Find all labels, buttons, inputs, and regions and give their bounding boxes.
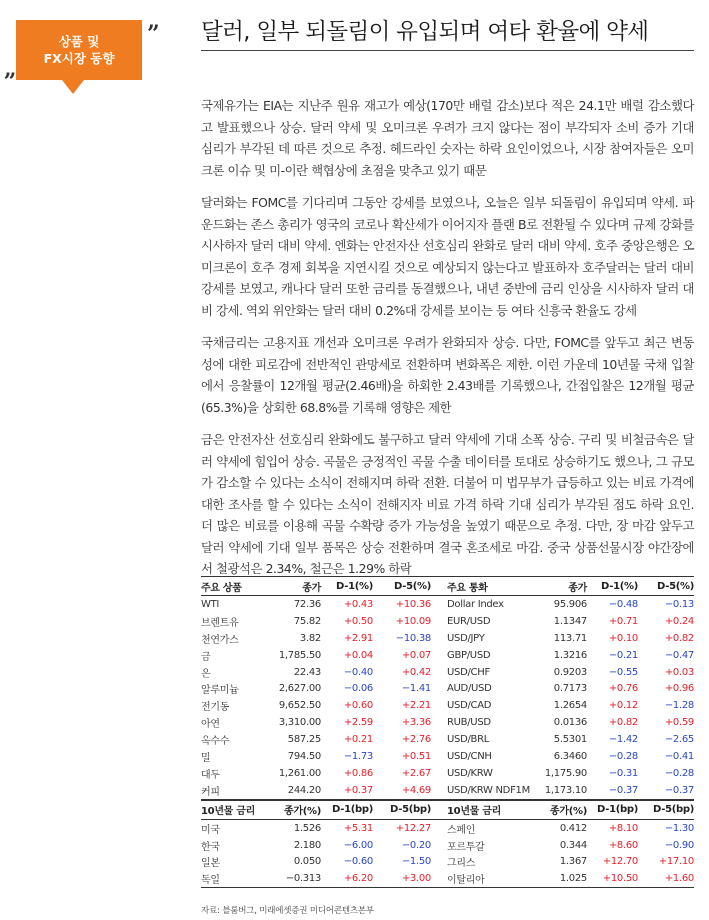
value-cell: −0.13 bbox=[664, 598, 694, 610]
row-label-cell: 커피 bbox=[201, 782, 263, 799]
value-cell: 1.367 bbox=[559, 856, 587, 868]
value-cell: +0.82 bbox=[608, 717, 638, 729]
value-cell: −0.47 bbox=[664, 649, 694, 661]
value-cell: −0.41 bbox=[664, 750, 694, 762]
value-cell: +3.00 bbox=[373, 870, 435, 887]
table-row bbox=[201, 714, 694, 731]
value-cell: −0.37 bbox=[638, 782, 694, 799]
value-cell: 1,261.00 bbox=[278, 767, 321, 779]
value-cell: 1,785.50 bbox=[278, 649, 321, 661]
header-cell: 10년물 금리 bbox=[201, 800, 263, 819]
row-label-cell: Dollar Index bbox=[447, 598, 504, 610]
table-row bbox=[201, 731, 694, 748]
value-cell: 9,652.50 bbox=[278, 700, 321, 712]
value-cell: 0.050 bbox=[293, 856, 321, 868]
source-note: 자료: 블룸버그, 미래에셋증권 미디어콘텐츠본부 bbox=[201, 906, 374, 916]
header-cell: D-1(bp) bbox=[587, 800, 638, 819]
value-cell: +0.12 bbox=[608, 700, 638, 712]
value-cell: −0.31 bbox=[608, 767, 638, 779]
header-cell: D-5(%) bbox=[638, 577, 694, 596]
value-cell: −0.90 bbox=[664, 839, 694, 851]
row-label-cell: 그리스 bbox=[447, 858, 476, 870]
table-row bbox=[201, 870, 694, 887]
value-cell: −10.38 bbox=[395, 632, 431, 644]
table-header-row bbox=[201, 577, 694, 596]
table-row bbox=[201, 664, 694, 681]
bond-yield-table bbox=[201, 800, 694, 889]
table-row bbox=[201, 748, 694, 765]
row-label-cell: USD/KRW NDF1M bbox=[435, 782, 535, 799]
table-header-row bbox=[201, 800, 694, 819]
value-cell: −0.21 bbox=[608, 649, 638, 661]
value-cell: −0.28 bbox=[608, 750, 638, 762]
value-cell: 1.526 bbox=[293, 822, 321, 834]
row-label-cell: AUD/USD bbox=[447, 683, 492, 695]
value-cell: 3.82 bbox=[299, 632, 321, 644]
table-row bbox=[201, 613, 694, 630]
value-cell: 1,173.10 bbox=[535, 782, 587, 799]
row-label-cell: 은 bbox=[201, 668, 211, 680]
row-label-cell: 대두 bbox=[201, 769, 220, 781]
row-label-cell: USD/CAD bbox=[447, 700, 492, 712]
row-label-cell: RUB/USD bbox=[447, 717, 491, 729]
value-cell: +0.96 bbox=[664, 683, 694, 695]
table-row bbox=[201, 596, 694, 613]
value-cell: +0.03 bbox=[664, 666, 694, 678]
row-label-cell: USD/KRW bbox=[447, 767, 493, 779]
value-cell: +10.50 bbox=[587, 870, 638, 887]
header-cell: D-1(bp) bbox=[321, 800, 373, 819]
value-cell: 2,627.00 bbox=[278, 683, 321, 695]
header-cell: D-1(%) bbox=[587, 577, 638, 596]
value-cell: 75.82 bbox=[293, 615, 321, 627]
row-label-cell: 이탈리아 bbox=[435, 870, 535, 887]
badge-line-2: FX시장 동향 bbox=[43, 51, 115, 66]
value-cell: 794.50 bbox=[287, 750, 321, 762]
value-cell: 95.906 bbox=[553, 598, 587, 610]
value-cell: +0.24 bbox=[664, 615, 694, 627]
row-label-cell: EUR/USD bbox=[447, 615, 491, 627]
table-row bbox=[201, 647, 694, 664]
row-label-cell: USD/JPY bbox=[447, 632, 485, 644]
row-label-cell: 밀 bbox=[201, 752, 211, 764]
paragraph-fx: 달러화는 FOMC를 기다리며 그동안 강세를 보였으나, 오늘은 일부 되돌림이 유입되며 약세. 파운드화는 존스 총리가 영국의 코로나 확산세가 이어지자 플랜 B로 전환될 수 있다며 규제 강화를 시사하자 달러 대비 약세. 엔화는 안전자산 선호심리 완화로 달러 대비 약세. 호주 중앙은행은 오미크론이 호주 경제 회복을 지연시킬 것으로 예상되지 않는다고 발표하자 호주달러는 달러 대비 강세를 보였고, 캐나다 달러 또한 금리를 동결했으나, 내년 중반에 금리 인상을 시사하자 달러 대비 강세. 역외 위안화는 달러 대비 0.2%대 강세를 보이는 등 여타 신흥국 환율도 강세 bbox=[201, 195, 694, 318]
value-cell: 0.7173 bbox=[553, 683, 587, 695]
value-cell: −1.28 bbox=[664, 700, 694, 712]
value-cell: +0.71 bbox=[608, 615, 638, 627]
value-cell: +0.51 bbox=[401, 750, 431, 762]
close-quote-mark: ” bbox=[147, 21, 160, 47]
header-cell: 종가 bbox=[535, 577, 587, 596]
value-cell: 1.3216 bbox=[553, 649, 587, 661]
value-cell: +0.43 bbox=[343, 598, 373, 610]
table-row bbox=[201, 630, 694, 647]
header-cell: 종가(%) bbox=[535, 800, 587, 819]
value-cell: +5.31 bbox=[343, 822, 373, 834]
row-label-cell: USD/BRL bbox=[447, 734, 490, 746]
table-row bbox=[201, 782, 694, 799]
value-cell: −0.48 bbox=[608, 598, 638, 610]
value-cell: +8.10 bbox=[608, 822, 638, 834]
row-label-cell: 옥수수 bbox=[201, 736, 230, 748]
value-cell: +2.67 bbox=[401, 767, 431, 779]
commodity-fx-table bbox=[201, 576, 694, 800]
value-cell: 6.3460 bbox=[553, 750, 587, 762]
headline: 달러, 일부 되돌림이 유입되며 여타 환율에 약세 bbox=[201, 19, 649, 45]
header-cell: 10년물 금리 bbox=[435, 800, 535, 819]
header-cell: 종가(%) bbox=[263, 800, 321, 819]
value-cell: +0.59 bbox=[664, 717, 694, 729]
value-cell: +2.21 bbox=[401, 700, 431, 712]
value-cell: +8.60 bbox=[608, 839, 638, 851]
value-cell: +12.27 bbox=[395, 822, 431, 834]
value-cell: −0.37 bbox=[587, 782, 638, 799]
value-cell: 587.25 bbox=[287, 734, 321, 746]
row-label-cell: 천연가스 bbox=[201, 634, 239, 646]
value-cell: 22.43 bbox=[293, 666, 321, 678]
value-cell: 0.9203 bbox=[553, 666, 587, 678]
paragraph-metals-grains: 금은 안전자산 선호심리 완화에도 불구하고 달러 약세에 기대 소폭 상승. 구리 및 비철금속은 달러 약세에 힘입어 상승. 곡물은 긍정적인 곡물 수출 데이터를 토대로 상승하기도 했으나, 그 규모가 감소할 수 있다는 소식이 전해지며 하락 전환. 더불어 미 법무부가 급등하고 있는 비료 가격에 대한 조사를 할 수 있다는 소식이 전해지자 비료 가격 하락 기대 심리가 부각된 점도 하락 요인. 더 많은 비료를 이용해 곡물 수확량 증가 가능성을 높였기 때문으로 추정. 다만, 장 마감 앞두고 달러 약세에 기대 일부 품목은 상승 전환하며 결국 혼조세로 마감. 중국 상품선물시장 야간장에서 철광석은 2.34%, 철근은 1.29% 하락 bbox=[201, 432, 694, 576]
value-cell: +3.36 bbox=[401, 717, 431, 729]
row-label-cell: 알루미늄 bbox=[201, 685, 239, 697]
headline-bar bbox=[201, 10, 694, 51]
header-cell: D-5(bp) bbox=[373, 800, 435, 819]
row-label-cell: 전기동 bbox=[201, 702, 230, 714]
row-label-cell: 브렌트유 bbox=[201, 617, 239, 629]
value-cell: +12.70 bbox=[602, 856, 638, 868]
value-cell: −0.313 bbox=[263, 870, 321, 887]
value-cell: +0.86 bbox=[343, 767, 373, 779]
value-cell: 3,310.00 bbox=[278, 717, 321, 729]
badge-line-1: 상품 및 bbox=[58, 34, 100, 49]
value-cell: 1.1347 bbox=[553, 615, 587, 627]
value-cell: 0.0136 bbox=[553, 717, 587, 729]
value-cell: 72.36 bbox=[293, 598, 321, 610]
value-cell: −0.40 bbox=[343, 666, 373, 678]
value-cell: +0.42 bbox=[401, 666, 431, 678]
value-cell: 244.20 bbox=[263, 782, 321, 799]
table-row bbox=[201, 765, 694, 782]
row-label-cell: USD/CNH bbox=[447, 750, 492, 762]
header-cell: 종가 bbox=[263, 577, 321, 596]
row-label-cell: 금 bbox=[201, 651, 211, 663]
value-cell: +17.10 bbox=[658, 856, 694, 868]
value-cell: +4.69 bbox=[373, 782, 435, 799]
table-row bbox=[201, 837, 694, 854]
value-cell: −2.65 bbox=[664, 734, 694, 746]
paragraph-oil: 국제유가는 EIA는 지난주 원유 재고가 예상(170만 배럴 감소)보다 적은 24.1만 배럴 감소했다고 발표했으나 상승. 달러 약세 및 오미크론 우려가 크지 않다는 점이 부각되자 소비 증가 기대 심리가 부각된 데 따른 것으로 추정. 헤드라인 숫자는 하락 요인이었으나, 시장 참여자들은 오미크론 이슈 및 미-이란 핵협상에 초점을 맞추고 있기 때문 bbox=[201, 98, 694, 178]
row-label-cell: 한국 bbox=[201, 841, 220, 853]
value-cell: +0.50 bbox=[343, 615, 373, 627]
value-cell: −1.42 bbox=[608, 734, 638, 746]
row-label-cell: 일본 bbox=[201, 858, 220, 870]
header-cell: 주요 통화 bbox=[435, 577, 535, 596]
row-label-cell: 포르투갈 bbox=[447, 841, 485, 853]
value-cell: +10.36 bbox=[395, 598, 431, 610]
value-cell: −1.41 bbox=[401, 683, 431, 695]
value-cell: +2.59 bbox=[343, 717, 373, 729]
paragraph-bonds: 국채금리는 고용지표 개선과 오미크론 우려가 완화되자 상승. 다만, FOMC를 앞두고 최근 변동성에 대한 피로감에 전반적인 관망세로 전환하며 변화폭은 제한. 이런 가운데 10년물 국채 입찰에서 응찰률이 12개월 평균(2.46배)을 하회한 2.43배를 기록했으나, 간접입찰은 12개월 평균(65.3%)을 상회한 68.8%를 기록해 영향은 제한 bbox=[201, 335, 694, 415]
value-cell: +10.09 bbox=[395, 615, 431, 627]
header-cell: D-1(%) bbox=[321, 577, 373, 596]
market-tables bbox=[201, 576, 694, 888]
value-cell: −0.20 bbox=[401, 839, 431, 851]
value-cell: 0.412 bbox=[559, 822, 587, 834]
row-label-cell: WTI bbox=[201, 598, 220, 610]
value-cell: −6.00 bbox=[343, 839, 373, 851]
value-cell: −1.50 bbox=[401, 856, 431, 868]
value-cell: +0.82 bbox=[664, 632, 694, 644]
value-cell: +0.60 bbox=[343, 700, 373, 712]
row-label-cell: 아연 bbox=[201, 719, 220, 731]
value-cell: +0.21 bbox=[343, 734, 373, 746]
value-cell: 113.71 bbox=[553, 632, 587, 644]
value-cell: +6.20 bbox=[321, 870, 373, 887]
value-cell: +2.76 bbox=[401, 734, 431, 746]
open-quote-mark: „ bbox=[4, 56, 17, 82]
row-label-cell: GBP/USD bbox=[447, 649, 491, 661]
value-cell: −0.06 bbox=[343, 683, 373, 695]
value-cell: +0.37 bbox=[321, 782, 373, 799]
value-cell: +0.76 bbox=[608, 683, 638, 695]
section-badge bbox=[16, 20, 142, 80]
value-cell: −0.60 bbox=[343, 856, 373, 868]
value-cell: +0.10 bbox=[608, 632, 638, 644]
table-row bbox=[201, 680, 694, 697]
row-label-cell: USD/CHF bbox=[447, 666, 490, 678]
header-cell: D-5(%) bbox=[373, 577, 435, 596]
value-cell: +0.04 bbox=[343, 649, 373, 661]
row-label-cell: 미국 bbox=[201, 824, 220, 836]
value-cell: 1.2654 bbox=[553, 700, 587, 712]
article-body bbox=[201, 95, 694, 591]
header-cell: D-5(bp) bbox=[638, 800, 694, 819]
value-cell: −1.30 bbox=[664, 822, 694, 834]
table-row bbox=[201, 697, 694, 714]
row-label-cell: 독일 bbox=[201, 870, 263, 887]
header-cell: 주요 상품 bbox=[201, 577, 263, 596]
value-cell: −1.73 bbox=[343, 750, 373, 762]
value-cell: 2.180 bbox=[293, 839, 321, 851]
value-cell: 1,175.90 bbox=[544, 767, 587, 779]
value-cell: −0.55 bbox=[608, 666, 638, 678]
value-cell: 1.025 bbox=[535, 870, 587, 887]
value-cell: +0.07 bbox=[401, 649, 431, 661]
value-cell: +1.60 bbox=[638, 870, 694, 887]
table-row bbox=[201, 819, 694, 836]
value-cell: 5.5301 bbox=[553, 734, 587, 746]
value-cell: −0.28 bbox=[664, 767, 694, 779]
badge-pointer bbox=[62, 80, 84, 94]
row-label-cell: 스페인 bbox=[447, 824, 476, 836]
value-cell: 0.344 bbox=[559, 839, 587, 851]
table-row bbox=[201, 853, 694, 870]
value-cell: +2.91 bbox=[343, 632, 373, 644]
